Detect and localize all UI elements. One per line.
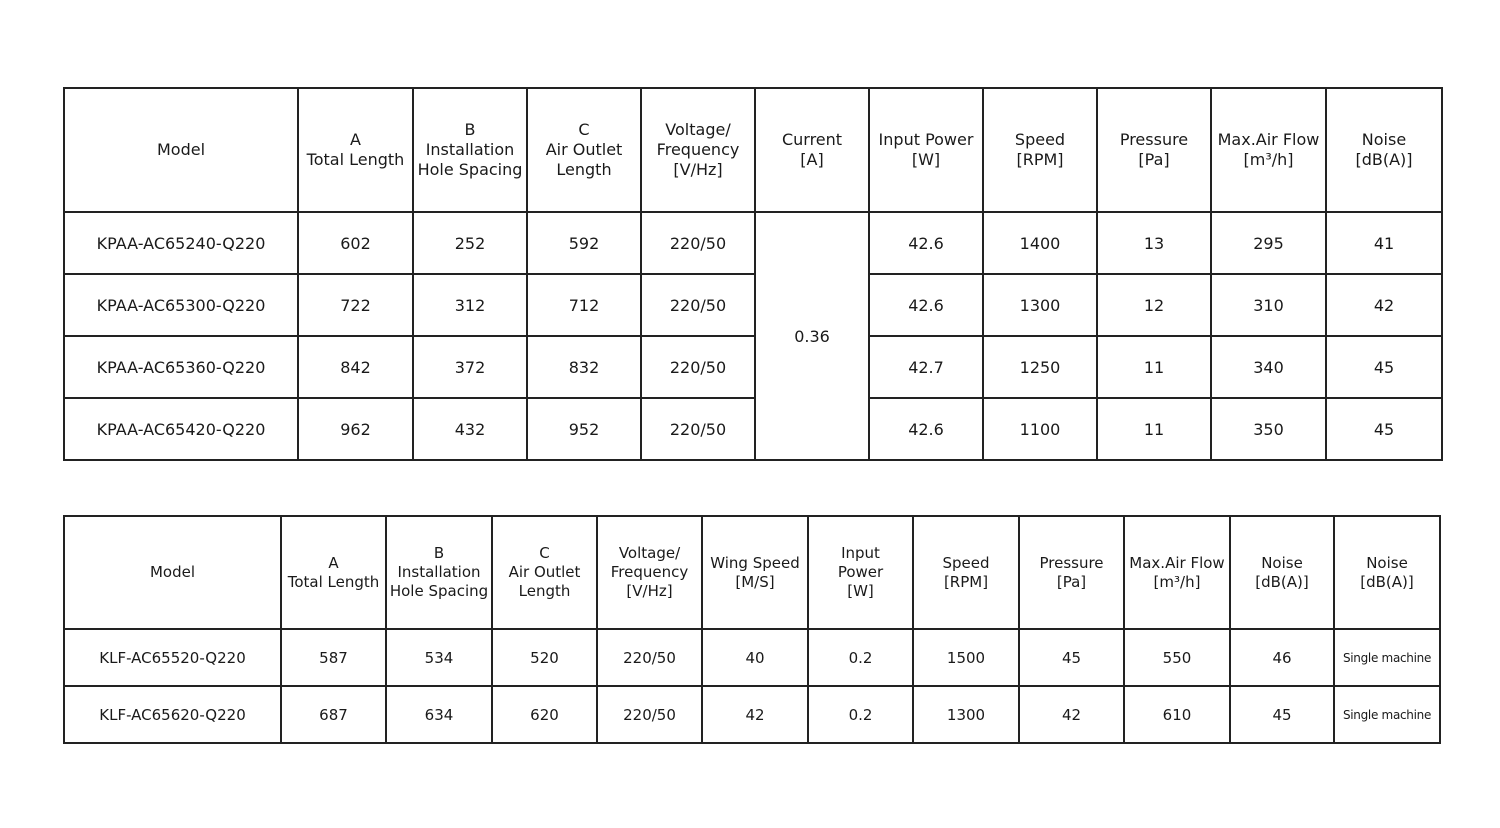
header-line: Noise (1366, 553, 1408, 572)
header-noise-note (1334, 516, 1440, 629)
cell-input-power: 42.7 (869, 336, 983, 398)
header-line: Length (518, 582, 571, 600)
cell-air-outlet-length: 592 (527, 212, 641, 274)
cell-model: KPAA-AC65420-Q220 (64, 398, 298, 460)
cell-voltage: 220/50 (641, 336, 755, 398)
header-air-outlet-length (527, 88, 641, 212)
cell-voltage: 220/50 (641, 398, 755, 460)
header-line: [dB(A)] (1255, 572, 1309, 591)
table-row (64, 686, 1440, 743)
header-line: Wing Speed (710, 553, 800, 572)
cell-pressure: 11 (1097, 398, 1211, 460)
cell-model: KLF-AC65620-Q220 (64, 686, 281, 743)
header-speed (913, 516, 1019, 629)
header-line: [W] (911, 150, 941, 169)
cell-model: KPAA-AC65240-Q220 (64, 212, 298, 274)
cell-total-length: 722 (298, 274, 413, 336)
cell-noise: 42 (1326, 274, 1442, 336)
header-line: Hole Spacing (417, 160, 523, 179)
cell-model: KPAA-AC65360-Q220 (64, 336, 298, 398)
header-model (64, 516, 281, 629)
cell-speed: 1300 (983, 274, 1097, 336)
cell-speed: 1300 (913, 686, 1019, 743)
cell-air-outlet-length: 952 (527, 398, 641, 460)
cell-noise: 45 (1230, 686, 1334, 743)
header-wing-speed (702, 516, 808, 629)
cell-air-outlet-length: 712 (527, 274, 641, 336)
header-line: Noise (1361, 130, 1407, 149)
header-line: [dB(A)] (1360, 572, 1414, 591)
header-total-length (281, 516, 386, 629)
cell-input-power: 42.6 (869, 212, 983, 274)
header-line: Speed (1014, 130, 1066, 149)
cell-voltage: 220/50 (641, 274, 755, 336)
header-line: Installation (425, 140, 515, 159)
cell-air-outlet-length: 832 (527, 336, 641, 398)
cell-note: Single machine (1334, 629, 1440, 686)
cell-noise: 45 (1326, 398, 1442, 460)
cell-air-flow: 350 (1211, 398, 1326, 460)
header-total-length (298, 88, 413, 212)
cell-noise: 41 (1326, 212, 1442, 274)
cell-note: Single machine (1334, 686, 1440, 743)
header-line: Total Length (306, 150, 405, 169)
cell-noise: 46 (1230, 629, 1334, 686)
header-line: C (578, 120, 590, 139)
header-voltage-frequency (597, 516, 702, 629)
cell-pressure: 45 (1019, 629, 1124, 686)
cell-model: KPAA-AC65300-Q220 (64, 274, 298, 336)
cell-pressure: 13 (1097, 212, 1211, 274)
header-line: Pressure (1039, 553, 1104, 572)
header-hole-spacing (386, 516, 492, 629)
cell-pressure: 11 (1097, 336, 1211, 398)
cell-model: KLF-AC65520-Q220 (64, 629, 281, 686)
header-line: A (350, 130, 361, 149)
header-line: B (464, 120, 476, 139)
header-air-outlet-length (492, 516, 597, 629)
cell-total-length: 602 (298, 212, 413, 274)
header-input-power (869, 88, 983, 212)
header-line: Voltage/ (618, 544, 681, 562)
header-line: [W] (847, 582, 874, 600)
cell-air-flow: 295 (1211, 212, 1326, 274)
header-line: Total Length (287, 572, 380, 591)
cell-speed: 1500 (913, 629, 1019, 686)
cell-air-outlet-length: 620 (492, 686, 597, 743)
header-line: [m³/h] (1243, 150, 1294, 169)
cell-input-power: 0.2 (808, 629, 913, 686)
cell-voltage: 220/50 (597, 629, 702, 686)
cell-wing-speed: 40 (702, 629, 808, 686)
header-line: Air Outlet (545, 140, 623, 159)
cell-hole-spacing: 634 (386, 686, 492, 743)
header-line: Noise (1261, 553, 1303, 572)
header-line: [Pa] (1138, 150, 1170, 169)
cell-total-length: 842 (298, 336, 413, 398)
cell-wing-speed: 42 (702, 686, 808, 743)
cell-air-flow: 310 (1211, 274, 1326, 336)
cell-pressure: 12 (1097, 274, 1211, 336)
header-line: Input Power (878, 130, 974, 149)
header-line: Current (781, 130, 843, 149)
table-row (64, 629, 1440, 686)
cell-total-length: 962 (298, 398, 413, 460)
header-line: Voltage/ (665, 120, 731, 139)
cell-hole-spacing: 534 (386, 629, 492, 686)
header-line: [Pa] (1056, 572, 1087, 591)
header-max-air-flow (1124, 516, 1230, 629)
cell-hole-spacing: 252 (413, 212, 527, 274)
header-line: Max.Air Flow (1129, 553, 1225, 572)
spec-table-klf (63, 515, 1441, 744)
header-line: [A] (800, 150, 824, 169)
header-max-air-flow (1211, 88, 1326, 212)
header-line: Air Outlet (508, 563, 581, 581)
cell-air-flow: 610 (1124, 686, 1230, 743)
header-line: Length (556, 160, 612, 179)
cell-hole-spacing: 312 (413, 274, 527, 336)
header-line: Power (837, 563, 884, 581)
cell-voltage: 220/50 (597, 686, 702, 743)
table-row (64, 398, 1442, 460)
header-line: Input (841, 544, 880, 562)
table-row (64, 336, 1442, 398)
header-line: Installation (397, 563, 481, 581)
header-line: Pressure (1119, 130, 1189, 149)
cell-total-length: 687 (281, 686, 386, 743)
cell-noise: 45 (1326, 336, 1442, 398)
cell-total-length: 587 (281, 629, 386, 686)
header-line: C (539, 544, 550, 562)
header-hole-spacing (413, 88, 527, 212)
cell-air-flow: 340 (1211, 336, 1326, 398)
header-current (755, 88, 869, 212)
header-line: B (433, 544, 445, 562)
cell-hole-spacing: 372 (413, 336, 527, 398)
cell-input-power: 42.6 (869, 398, 983, 460)
header-line: Max.Air Flow (1217, 130, 1320, 149)
header-line: Hole Spacing (389, 582, 489, 600)
header-row (64, 516, 1440, 629)
cell-current-shared: 0.36 (755, 212, 869, 460)
cell-air-outlet-length: 520 (492, 629, 597, 686)
header-line: Frequency (610, 563, 689, 581)
table-row (64, 274, 1442, 336)
header-line: [dB(A)] (1355, 150, 1413, 169)
header-line: [RPM] (1016, 150, 1064, 169)
cell-pressure: 42 (1019, 686, 1124, 743)
header-line: Model (156, 140, 206, 159)
table-row (64, 212, 1442, 274)
header-line: A (328, 553, 339, 572)
header-line: Model (149, 563, 196, 581)
header-speed (983, 88, 1097, 212)
header-model (64, 88, 298, 212)
cell-hole-spacing: 432 (413, 398, 527, 460)
spec-table-kpaa (63, 87, 1443, 461)
header-row (64, 88, 1442, 212)
cell-air-flow: 550 (1124, 629, 1230, 686)
header-pressure (1097, 88, 1211, 212)
header-pressure (1019, 516, 1124, 629)
cell-speed: 1250 (983, 336, 1097, 398)
header-line: [RPM] (943, 572, 989, 591)
header-voltage-frequency (641, 88, 755, 212)
cell-input-power: 0.2 (808, 686, 913, 743)
cell-speed: 1400 (983, 212, 1097, 274)
cell-voltage: 220/50 (641, 212, 755, 274)
cell-input-power: 42.6 (869, 274, 983, 336)
header-line: [V/Hz] (673, 160, 723, 179)
header-line: [M/S] (735, 572, 775, 591)
header-line: Speed (942, 553, 990, 572)
cell-speed: 1100 (983, 398, 1097, 460)
header-noise (1326, 88, 1442, 212)
header-noise (1230, 516, 1334, 629)
header-line: [m³/h] (1153, 572, 1201, 591)
header-line: [V/Hz] (626, 582, 673, 600)
header-line: Frequency (656, 140, 740, 159)
header-input-power (808, 516, 913, 629)
